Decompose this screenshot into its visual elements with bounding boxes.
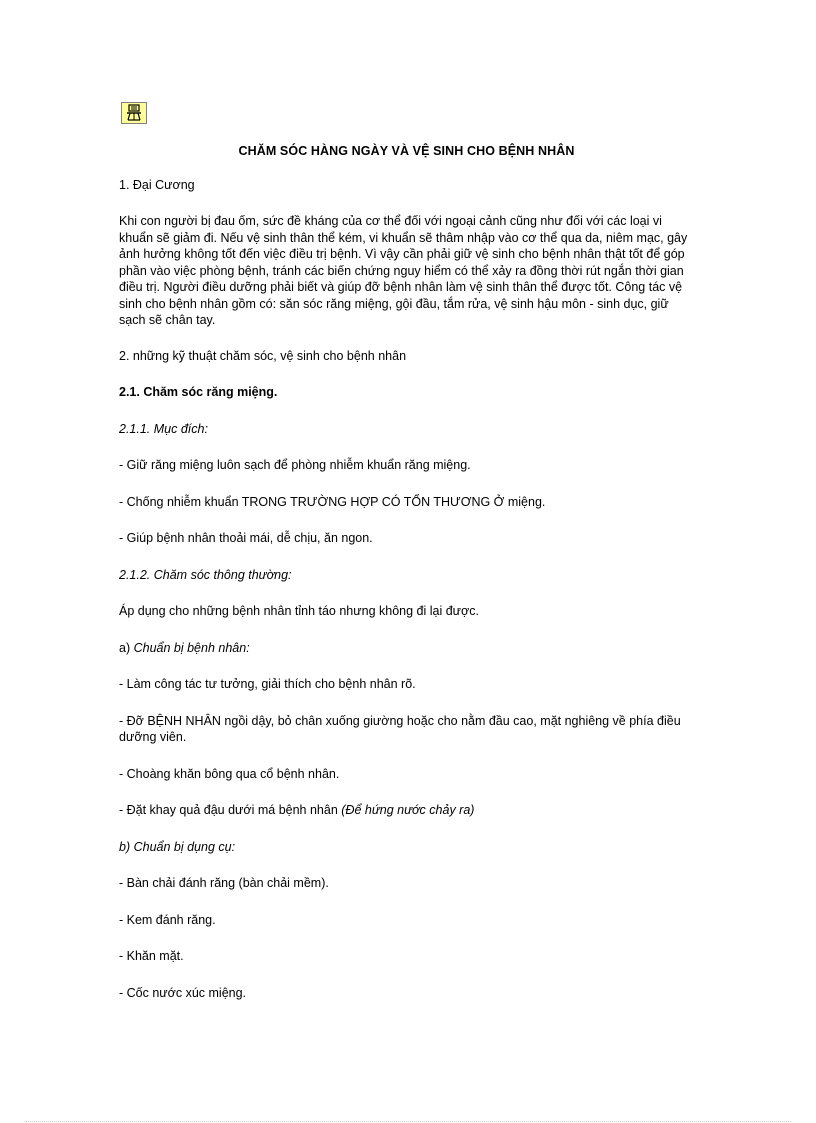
section-1-heading: 1. Đại Cương <box>119 177 195 192</box>
tool-item: - Bàn chải đánh răng (bàn chải mềm). <box>119 876 329 890</box>
document-body <box>119 143 694 1021</box>
tray-item <box>119 802 694 819</box>
prep-tools-heading: b) Chuẩn bị dụng cụ: <box>119 839 236 854</box>
prep-patient-item: - Choàng khăn bông qua cổ bệnh nhân. <box>119 766 340 781</box>
prep-patient-heading <box>119 640 694 657</box>
purpose-item: - Giúp bệnh nhân thoải mái, dễ chịu, ăn ngon. <box>119 531 373 545</box>
prep-patient-prefix: a) <box>119 640 134 655</box>
apply-text: Áp dụng cho những bệnh nhân tỉnh táo nhưng không đi lại được. <box>119 604 479 618</box>
prep-patient-item: - Đỡ BỆNH NHÂN ngồi dậy, bỏ chân xuống giường hoặc cho nằm đầu cao, mặt nghiêng về phía điều dưỡng viên. <box>119 713 681 744</box>
prep-patient-item: - Làm công tác tư tưởng, giải thích cho bệnh nhân rõ. <box>119 677 416 691</box>
purpose-item: - Giữ răng miệng luôn sạch để phòng nhiễm khuẩn răng miệng. <box>119 458 471 472</box>
prep-patient-label: Chuẩn bị bệnh nhân: <box>133 640 250 655</box>
tool-item: - Cốc nước xúc miệng. <box>119 985 247 1000</box>
section-2-1-heading: 2.1. Chăm sóc răng miệng. <box>119 385 278 399</box>
document-title: CHĂM SÓC HÀNG NGÀY VÀ VỆ SINH CHO BỆNH NHÂN <box>238 144 575 158</box>
section-2-1-1-heading: 2.1.1. Mục đích: <box>119 421 208 436</box>
document-icon[interactable] <box>121 102 147 124</box>
tool-item: - Kem đánh răng. <box>119 912 216 927</box>
tray-text: - Đặt khay quả đậu dưới má bệnh nhân <box>119 803 342 817</box>
section-2-1-2-heading: 2.1.2. Chăm sóc thông thường: <box>119 567 292 582</box>
page-bottom-divider <box>25 1121 791 1122</box>
tray-note: (Để hứng nước chảy ra) <box>341 803 475 817</box>
purpose-item: - Chống nhiễm khuẩn TRONG TRƯỜNG HỢP CÓ TỔN THƯƠNG Ở miệng. <box>119 494 546 509</box>
section-2-heading: 2. những kỹ thuật chăm sóc, vệ sinh cho bệnh nhân <box>119 348 407 363</box>
intro-paragraph: Khi con người bị đau ốm, sức đề kháng của cơ thể đối với ngoại cảnh cũng như đối với các loại vi khuẩn sẽ giảm đi. Nếu vệ sinh thân thể kém, vi khuẩn sẽ thâm nhập vào cơ thể qua da, niêm mạc, gây ảnh hưởng không tốt đến việc điều trị bệnh. Vì vậy cần phải giữ vệ sinh cho bệnh nhân thật tốt để góp phần vào việc phòng bệnh, tránh các biến chứng nguy hiểm có thể xảy ra đồng thời rút ngắn thời gian điều trị. Người điều dưỡng phải biết và giúp đỡ bệnh nhân làm vệ sinh thân thể được tốt. Công tác vệ sinh cho bệnh nhân gồm có: săn sóc răng miệng, gội đầu, tắm rửa, vệ sinh hậu môn - sinh dục, giữ sạch sẽ chân tay. <box>119 214 688 327</box>
tool-item: - Khăn mặt. <box>119 949 184 963</box>
